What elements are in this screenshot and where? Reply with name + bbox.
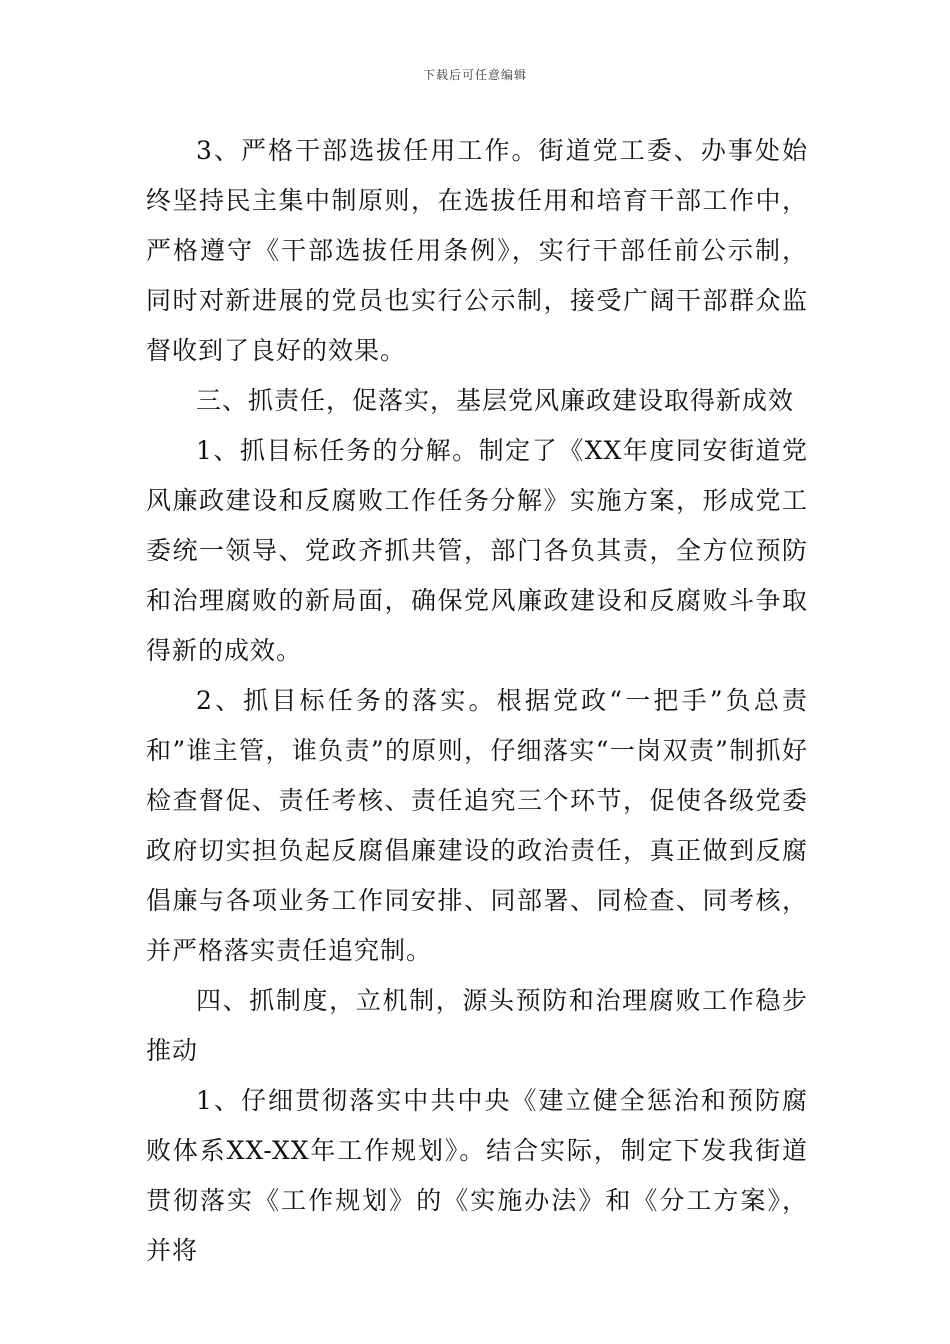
download-note: 下载后可任意编辑 — [422, 68, 527, 82]
document-body — [146, 126, 808, 1276]
paragraph-work-plan: 1、仔细贯彻落实中共中央《建立健全惩治和预防腐败体系XX-XX年工作规划》。结合实际，制定下发我街道贯彻落实《工作规划》的《实施办法》和《分工方案》，并将 — [146, 1086, 808, 1265]
paragraph-cadre-selection: 3、严格干部选拔任用工作。街道党工委、办事处始终坚持民主集中制原则，在选拔任用和培育干部工作中，严格遵守《干部选拔任用条例》，实行干部任前公示制，同时对新进展的党员也实行公示制，接受广阔干部群众监督收到了良好的效果。 — [146, 136, 808, 365]
paragraph-task-implementation: 2、抓目标任务的落实。根据党政“一把手”负总责和”谁主管，谁负责”的原则，仔细落实“一岗双责”制抓好检查督促、责任考核、责任追究三个环节，促使各级党委政府切实担负起反腐倡廉建设的政治责任，真正做到反腐倡廉与各项业务工作同安排、同部署、同检查、同考核，并严格落实责任追究制。 — [146, 686, 808, 965]
paragraph-task-decomposition: 1、抓目标任务的分解。制定了《XX年度同安街道党风廉政建设和反腐败工作任务分解》实施方案，形成党工委统一领导、党政齐抓共管，部门各负其责，全方位预防和治理腐败的新局面，确保党风廉政建设和反腐败斗争取得新的成效。 — [146, 436, 808, 665]
section-heading-responsibility: 三、抓责任，促落实，基层党风廉政建设取得新成效 — [196, 386, 795, 415]
section-heading-institution: 四、抓制度，立机制，源头预防和治理腐败工作稳步推动 — [146, 986, 808, 1065]
